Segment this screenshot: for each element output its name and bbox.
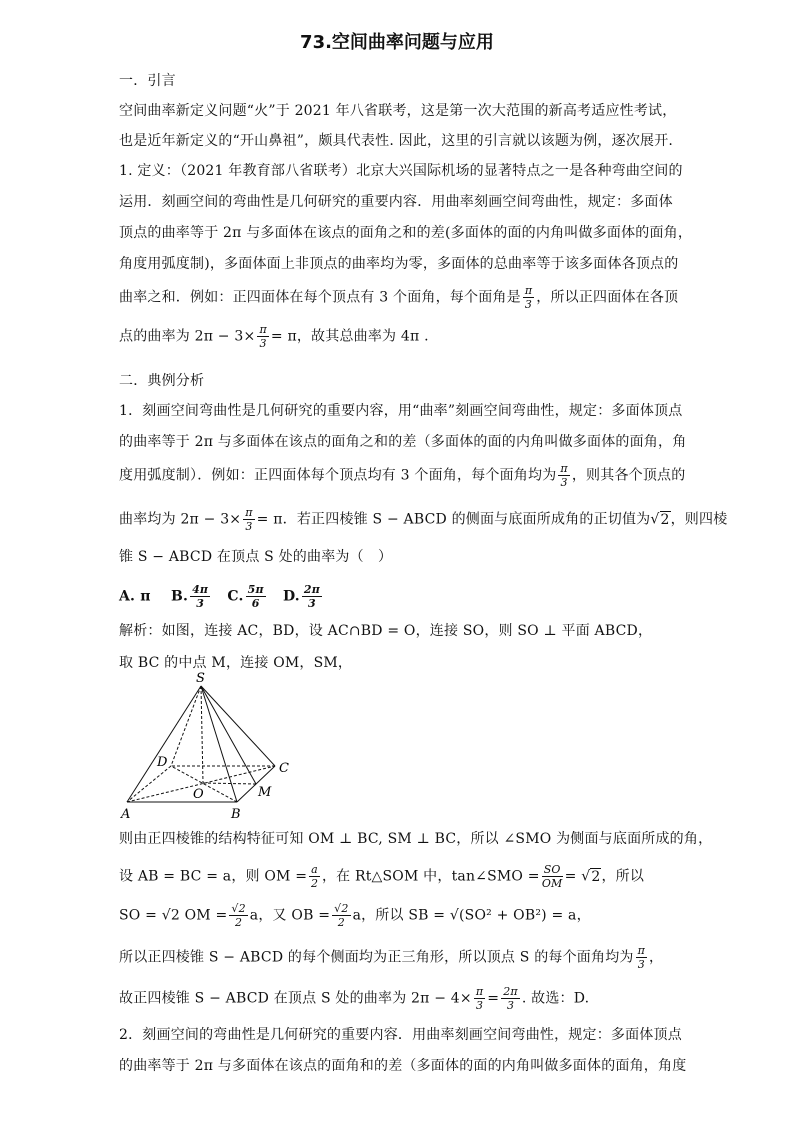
fraction-numerator: √2	[334, 902, 349, 915]
label-c: C	[279, 761, 289, 776]
definition-line-3: 顶点的曲率等于 2π 与多面体在该点的面角之和的差(多面体的面的内角叫做多面体的面角，	[119, 225, 693, 241]
label-d: D	[157, 755, 168, 770]
slant-sm	[201, 686, 256, 784]
sol-line4-text-d: ，所以	[601, 868, 645, 885]
fraction-denominator: 3	[506, 999, 515, 1012]
fraction-pi-over-3	[474, 985, 485, 1012]
fraction-root2-over-2	[229, 902, 247, 929]
fraction-so-over-om	[542, 863, 563, 890]
sol-line7-text-b: =	[487, 990, 500, 1007]
def-line5-text-b: ，所以正四面体在各顶	[536, 289, 679, 306]
option-a: A. π	[119, 588, 151, 605]
fraction-pi-over-3	[243, 506, 254, 533]
fraction-numerator: 2π	[303, 583, 320, 596]
fraction-denominator: 2	[310, 877, 319, 890]
answer-options	[119, 583, 679, 610]
sol-line5-text-c: a，所以 SB = √(SO² + OB²) = a，	[352, 907, 591, 924]
def-line5-text-a: 曲率之和．例如：正四面体在每个顶点有 3 个面角，每个面角是	[119, 289, 521, 306]
example1-line-4: 曲率均为 2π − 3× $\frac{\pi}{3}$ = π．若正四棱锥 S − ABCD 的侧面与底面所成角的正切值为√2，则四棱	[119, 506, 728, 533]
example1-line-5: 锥 S − ABCD 在顶点 S 处的曲率为（ ）	[119, 549, 393, 565]
label-b: B	[231, 807, 241, 822]
option-c-fraction	[246, 583, 266, 610]
section-heading-intro: 一．引言	[119, 73, 176, 89]
fraction-denominator: 3	[196, 597, 205, 610]
fraction-numerator: π	[475, 985, 484, 998]
solution-line-1: 解析：如图，连接 AC，BD，设 AC∩BD = O，连接 SO，则 SO ⊥ 平面 ABCD，	[119, 623, 653, 639]
definition-line-1: 1. 定义：（2021 年教育部八省联考）北京大兴国际机场的显著特点之一是各种弯曲空间的	[119, 163, 683, 179]
edge-sb	[201, 686, 237, 802]
section-heading-examples: 二．典例分析	[119, 373, 205, 389]
sol-line6-text-a: 所以正四棱锥 S − ABCD 的每个侧面均为正三角形，所以顶点 S 的每个面角均为	[119, 949, 634, 966]
fraction-denominator: 3	[637, 958, 645, 971]
solution-line-7	[119, 985, 679, 1012]
solution-line-2: 取 BC 的中点 M，连接 OM，SM，	[119, 655, 353, 671]
solution-line-3: 则由正四棱锥的结构特征可知 OM ⊥ BC, SM ⊥ BC，所以 ∠SMO 为侧面与底面所成的角，	[119, 831, 713, 847]
fraction-numerator: 4π	[192, 583, 209, 596]
fraction-numerator: √2	[231, 902, 246, 915]
segment-om	[203, 783, 256, 784]
fraction-numerator: SO	[543, 863, 561, 876]
option-c-label: C.	[227, 588, 244, 605]
option-d-label: D.	[282, 588, 300, 605]
intro-line-1: 空间曲率新定义问题“火”于 2021 年八省联考，这是第一次大范围的新高考适应性考试，	[119, 103, 677, 119]
ex1-line4-text-a: 曲率均为 2π − 3×	[119, 511, 242, 528]
fraction-denominator: 2	[234, 916, 243, 929]
edge-sa	[127, 686, 201, 802]
definition-line-4: 角度用弧度制)，多面体面上非顶点的曲率均为零，多面体的总曲率等于该多面体各顶点的	[119, 256, 679, 272]
sol-line5-text-a: SO = √2 OM =	[119, 907, 228, 924]
sol-line4-text-c: =	[564, 868, 577, 885]
solution-line-6	[119, 944, 679, 971]
example2-line-1: 2．刻画空间的弯曲性是几何研究的重要内容．用曲率刻画空间弯曲性，规定：多面体顶点	[119, 1027, 682, 1043]
option-b-label: B.	[170, 588, 189, 605]
definition-line-2: 运用．刻画空间的弯曲性是几何研究的重要内容．用曲率刻画空间弯曲性，规定：多面体	[119, 194, 673, 210]
example1-line-1: 1．刻画空间弯曲性是几何研究的重要内容，用“曲率”刻画空间弯曲性，规定：多面体顶点	[119, 403, 683, 419]
fraction-denominator: 3	[475, 999, 484, 1012]
label-a: A	[121, 807, 131, 822]
definition-line-5	[119, 284, 679, 311]
fraction-denominator: 3	[259, 337, 267, 350]
label-m: M	[258, 785, 272, 800]
fraction-pi-over-3	[523, 284, 534, 311]
fraction-denominator: 3	[560, 476, 568, 489]
sol-line7-text-a: 故正四棱锥 S − ABCD 在顶点 S 处的曲率为 2π − 4×	[119, 990, 472, 1007]
fraction-denominator: 3	[524, 298, 533, 311]
fraction-numerator: π	[637, 944, 646, 957]
fraction-numerator: π	[524, 284, 533, 297]
option-d-fraction	[302, 583, 322, 610]
fraction-2pi-over-3	[501, 985, 520, 1012]
page-title: 73.空间曲率问题与应用	[300, 32, 494, 53]
sqrt-radicand: 2	[660, 511, 670, 528]
example1-line-2: 的曲率等于 2π 与多面体在该点的面角之和的差（多面体的面的内角叫做多面体的面角，角	[119, 434, 687, 450]
definition-line-6	[119, 323, 679, 350]
fraction-pi-over-3	[636, 944, 647, 971]
fraction-pi-over-3	[257, 323, 268, 350]
intro-line-2: 也是近年新定义的“开山鼻祖”，颇具代表性. 因此，这里的引言就以该题为例，逐次展开.	[119, 133, 674, 149]
solution-line-5	[119, 902, 679, 929]
fraction-numerator: 5π	[247, 583, 264, 596]
pyramid-figure	[119, 668, 299, 823]
fraction-root2-over-2	[332, 902, 350, 929]
sol-line4-text-b: ，在 Rt△SOM 中，tan∠SMO =	[321, 868, 540, 885]
sol-line5-text-b: a，又 OB =	[249, 907, 331, 924]
ex1-line4-text-c: ，则四棱	[670, 511, 728, 528]
def-line6-text-a: 点的曲率为 2π − 3×	[119, 328, 256, 345]
label-o: O	[193, 787, 204, 802]
fraction-denominator: 3	[245, 520, 253, 533]
sol-line4-text-a: 设 AB = BC = a，则 OM =	[119, 868, 308, 885]
fraction-pi-over-3	[558, 462, 569, 489]
fraction-denominator: 6	[251, 597, 260, 610]
fraction-denominator: 3	[307, 597, 316, 610]
label-s: S	[196, 671, 205, 686]
example2-line-2: 的曲率等于 2π 与多面体在该点的面角和的差（多面体的面的内角叫做多面体的面角，角度	[119, 1058, 687, 1074]
edge-sc	[201, 686, 275, 766]
sol-line7-text-c: . 故选：D.	[521, 990, 590, 1007]
solution-line-4: 设 AB = BC = a，则 OM = $\frac{a}{2}$ ，在 Rt△SOM 中，tan∠SMO = $\frac{SO}{OM}$ = √2，所以	[119, 863, 645, 890]
height-so	[201, 686, 203, 783]
example1-line-3	[119, 462, 686, 489]
fraction-numerator: 2π	[503, 985, 518, 998]
fraction-numerator: π	[245, 506, 253, 519]
fraction-denominator: OM	[541, 877, 563, 890]
option-b-fraction	[190, 583, 210, 610]
ex1-line3-text-a: 度用弧度制）．例如：正四面体每个顶点均有 3 个面角，每个面角均为	[119, 467, 557, 484]
fraction-numerator: π	[560, 462, 568, 475]
def-line6-text-b: = π，故其总曲率为 4π .	[270, 328, 429, 345]
fraction-numerator: a	[311, 863, 318, 876]
sol-line6-text-b: ，	[649, 949, 664, 966]
sqrt-radicand: 2	[591, 868, 601, 885]
fraction-denominator: 2	[337, 916, 345, 929]
ex1-line4-text-b: = π．若正四棱锥 S − ABCD 的侧面与底面所成角的正切值为	[256, 511, 651, 528]
ex1-line3-text-b: ，则其各个顶点的	[571, 467, 686, 484]
fraction-numerator: π	[259, 323, 267, 336]
fraction-a-over-2	[309, 863, 320, 890]
